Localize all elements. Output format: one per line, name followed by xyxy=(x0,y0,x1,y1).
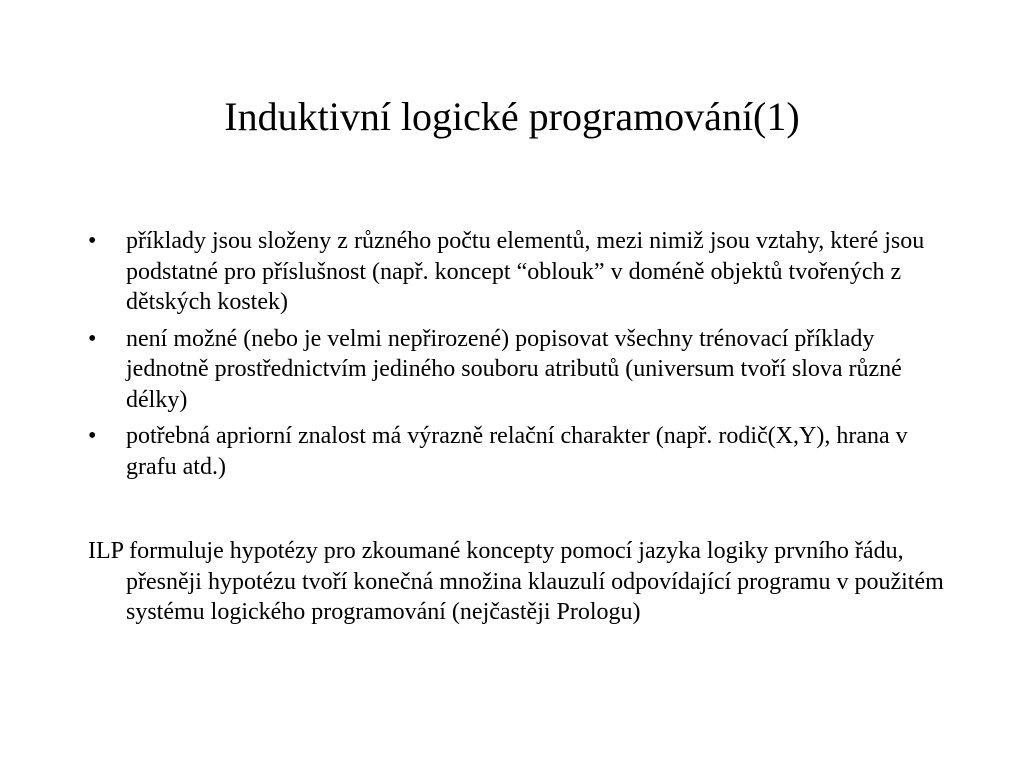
bullet-icon: • xyxy=(88,423,97,449)
bullet-text: příklady jsou složeny z různého počtu elementů, mezi nimiž jsou vztahy, které jsou podstatné pro příslušnost (např. koncept “oblouk” v doméně objektů tvořených z dětských kostek) xyxy=(126,228,925,315)
slide-title: Induktivní logické programování(1) xyxy=(224,94,800,139)
bullet-text: není možné (nebo je velmi nepřirozené) popisovat všechny trénovací příklady jednotně prostřednictvím jediného souboru atributů (universum tvoří slova různé délky) xyxy=(126,325,902,413)
bullet-item xyxy=(88,226,948,318)
bullet-icon: • xyxy=(88,325,97,352)
bullet-icon: • xyxy=(88,228,97,254)
bullet-text: potřebná apriorní znalost má výrazně relační charakter (např. rodič(X,Y), hrana v grafu atd.) xyxy=(126,423,908,480)
ilp-paragraph: ILP formuluje hypotézy pro zkoumané koncepty pomocí jazyka logiky prvního řádu, přesněji hypotézu tvoří konečná množina klauzulí odpovídající programu v použitém systému logického programování (nejčastěji Prologu) xyxy=(88,538,944,625)
bullet-item xyxy=(88,324,948,416)
bullet-item xyxy=(88,421,948,482)
slide-body xyxy=(88,226,948,628)
